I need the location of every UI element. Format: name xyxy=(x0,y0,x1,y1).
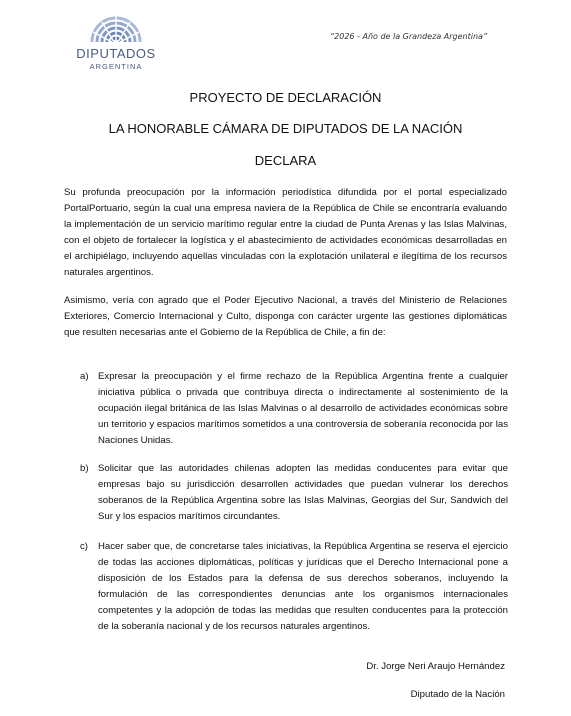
declares-heading: DECLARA xyxy=(254,153,317,168)
signatory-role: Diputado de la Nación xyxy=(410,689,505,700)
list-item-text: Solicitar que las autoridades chilenas adopten las medidas conducentes para evitar que empresas bajo su jurisdicción desarrollen actividades que puedan vulnerar los derechos soberanos de la República Argentina sobre las Islas Malvinas, Georgias del Sur, Sandwich del Sur y los espacios marítimos circundantes. xyxy=(98,463,508,522)
list-item-marker: a) xyxy=(80,371,89,382)
year-motto: “2026 - Año de la Grandeza Argentina” xyxy=(330,32,488,41)
paragraph-concern: Su profunda preocupación por la información periodística difundida por el portal especializado PortalPortuario, según la cual una empresa naviera de la República de Chile se encontraría evaluando la implementación de un servicio marítimo regular entre la ciudad de Punta Arenas y las Islas Malvinas, con el objeto de fortalecer la logística y el abastecimiento de actividades económicas desarrolladas en el archipiélago, incluyendo aquellas vinculadas con la explotación unilateral e ilegítima de los recursos naturales argentinos. xyxy=(64,187,507,278)
congress-dome-arcs-icon xyxy=(88,10,144,44)
logo-title: DIPUTADOS xyxy=(76,46,156,61)
diputados-logo xyxy=(76,10,156,71)
document-type-heading: PROYECTO DE DECLARACIÓN xyxy=(189,90,382,105)
list-item-text: Hacer saber que, de concretarse tales iniciativas, la República Argentina se reserva el ejercicio de todas las acciones diplomáticas, políticas y jurídicas que el Derecho Internacional pone a disposición de los Estados para la defensa de sus derechos soberanos, incluyendo la formulación de las correspondientes denuncias ante los organismos internacionales competentes y la adopción de todas las medidas que resulten conducentes para la protección de la soberanía nacional y de los recursos naturales argentinos. xyxy=(98,541,508,632)
signatory-name: Dr. Jorge Neri Araujo Hernández xyxy=(366,661,505,672)
list-item-marker: c) xyxy=(80,541,88,552)
chamber-heading: LA HONORABLE CÁMARA DE DIPUTADOS DE LA NACIÓN xyxy=(108,121,463,136)
logo-subtitle: ARGENTINA xyxy=(89,62,143,71)
list-item-text: Expresar la preocupación y el firme rechazo de la República Argentina frente a cualquier iniciativa pública o privada que contribuya directa o indirectamente al sostenimiento de la ocupación ilegal británica de las Islas Malvinas o al desarrollo de actividades económicas sobre un territorio y espacios marítimos sometidos a una controversia de soberanía reconocida por las Naciones Unidas. xyxy=(98,371,508,446)
list-item-marker: b) xyxy=(80,463,89,474)
paragraph-request: Asimismo, vería con agrado que el Poder Ejecutivo Nacional, a través del Ministerio de Relaciones Exteriores, Comercio Internacional y Culto, disponga con carácter urgente las gestiones diplomáticas que resulten necesarias ante el Gobierno de la República de Chile, a fin de: xyxy=(64,295,507,338)
